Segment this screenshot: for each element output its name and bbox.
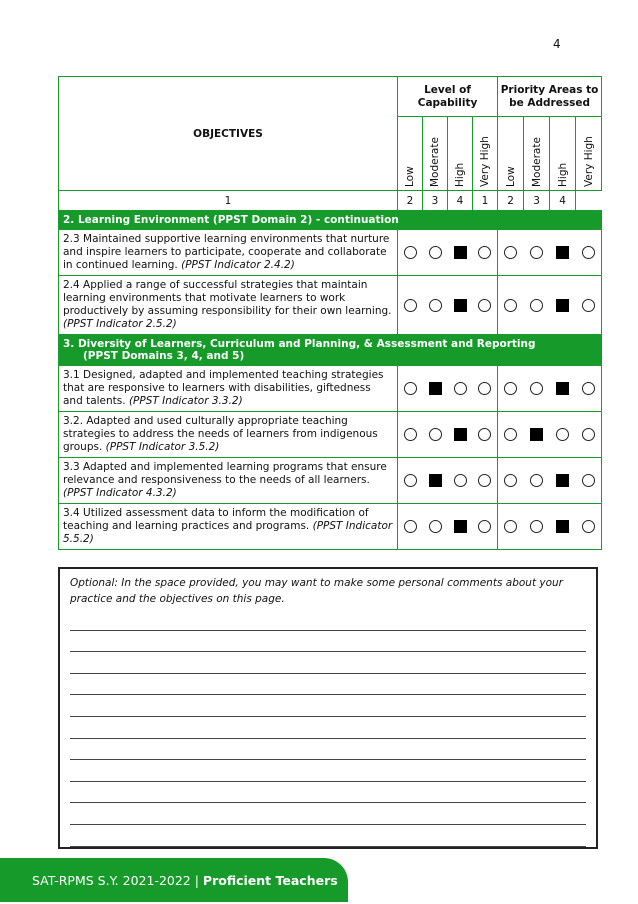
priority-radio-option[interactable] [530, 474, 543, 487]
capability-radio-option[interactable] [429, 246, 442, 259]
capability-option-cell [398, 276, 423, 335]
priority-radio-option[interactable] [582, 299, 595, 312]
scale-label-text: Moderate [530, 136, 543, 187]
objective-text [59, 504, 398, 550]
capability-option-cell [473, 276, 498, 335]
comment-line[interactable] [70, 760, 586, 782]
priority-option-cell [550, 366, 576, 412]
priority-option-cell [498, 276, 524, 335]
capability-radio-option[interactable] [429, 299, 442, 312]
ppst-indicator: (PPST Indicator 2.5.2) [63, 318, 177, 330]
objectives-header: OBJECTIVES [59, 77, 398, 191]
section-title: 3. Diversity of Learners, Curriculum and Planning, & Assessment and Reporting [63, 338, 536, 350]
scale-number: 3 [524, 191, 550, 211]
section-subtitle: (PPST Domains 3, 4, and 5) [83, 350, 245, 362]
priority-header: Priority Areas to be Addressed [498, 77, 602, 117]
scale-number: 2 [398, 191, 423, 211]
capability-radio-option[interactable] [478, 474, 491, 487]
comment-box [58, 567, 598, 849]
scale-label-text: Moderate [429, 136, 441, 187]
priority-radio-option[interactable] [504, 474, 517, 487]
capability-radio-option[interactable] [429, 428, 442, 441]
capability-option-cell [423, 366, 448, 412]
scale-label-text: Low [504, 165, 517, 187]
capability-header: Level of Capability [398, 77, 498, 117]
capability-option-cell [423, 276, 448, 335]
priority-option-cell [498, 366, 524, 412]
capability-radio-option[interactable] [404, 520, 417, 533]
scale-number: 4 [550, 191, 576, 211]
priority-radio-option[interactable] [556, 428, 569, 441]
capability-radio-option[interactable] [404, 474, 417, 487]
capability-radio-option[interactable] [478, 382, 491, 395]
capability-option-cell [473, 230, 498, 276]
priority-radio-option[interactable] [582, 382, 595, 395]
priority-option-cell [498, 504, 524, 550]
capability-option-cell [423, 412, 448, 458]
capability-option-cell [448, 230, 473, 276]
priority-option-cell [576, 504, 602, 550]
capability-option-cell [398, 412, 423, 458]
capability-option-cell [423, 504, 448, 550]
capability-radio-option[interactable] [404, 428, 417, 441]
priority-option-cell [550, 458, 576, 504]
objective-text [59, 230, 398, 276]
scale-number: 4 [448, 191, 473, 211]
scale-label [524, 117, 550, 191]
capability-option-cell [398, 366, 423, 412]
comment-line[interactable] [70, 695, 586, 717]
objectives-table [58, 76, 602, 550]
comment-line[interactable] [70, 717, 586, 739]
objective-row [59, 366, 602, 412]
objective-row [59, 458, 602, 504]
priority-option-cell [498, 230, 524, 276]
scale-label [398, 117, 423, 191]
capability-option-cell [448, 276, 473, 335]
scale-label-text: Very High [582, 135, 595, 187]
comment-line[interactable] [70, 652, 586, 674]
priority-selected-marker[interactable] [556, 246, 569, 259]
capability-radio-option[interactable] [478, 299, 491, 312]
ppst-indicator: (PPST Indicator 3.5.2) [105, 441, 220, 453]
capability-selected-marker[interactable] [454, 246, 467, 259]
capability-radio-option[interactable] [454, 382, 467, 395]
priority-option-cell [524, 276, 550, 335]
scale-label [423, 117, 448, 191]
capability-radio-option[interactable] [429, 520, 442, 533]
comment-line[interactable] [70, 782, 586, 804]
scale-label-text: High [454, 162, 466, 187]
capability-option-cell [448, 366, 473, 412]
capability-option-cell [423, 230, 448, 276]
section-header [59, 211, 602, 230]
scale-label [576, 117, 602, 191]
capability-option-cell [448, 458, 473, 504]
priority-option-cell [550, 412, 576, 458]
footer-bold: Proficient Teachers [202, 873, 338, 888]
priority-radio-option[interactable] [504, 299, 517, 312]
priority-option-cell [576, 412, 602, 458]
scale-label-text: High [556, 162, 569, 187]
priority-selected-marker[interactable] [556, 520, 569, 533]
capability-selected-marker[interactable] [429, 382, 442, 395]
priority-option-cell [550, 504, 576, 550]
section-title: 2. Learning Environment (PPST Domain 2) - continuation [63, 214, 399, 226]
objective-row [59, 504, 602, 550]
priority-option-cell [524, 366, 550, 412]
priority-radio-option[interactable] [530, 246, 543, 259]
capability-option-cell [398, 230, 423, 276]
priority-radio-option[interactable] [504, 382, 517, 395]
priority-option-cell [550, 276, 576, 335]
priority-radio-option[interactable] [582, 474, 595, 487]
comment-line[interactable] [70, 825, 586, 847]
priority-radio-option[interactable] [504, 428, 517, 441]
scale-number: 1 [59, 191, 398, 211]
scale-number: 3 [423, 191, 448, 211]
footer-prefix: SAT-RPMS S.Y. 2021-2022 | [32, 873, 203, 888]
priority-option-cell [550, 230, 576, 276]
priority-radio-option[interactable] [504, 520, 517, 533]
scale-number: 1 [473, 191, 498, 211]
comment-line[interactable] [70, 803, 586, 825]
objective-row [59, 276, 602, 335]
comment-prompt: Optional: In the space provided, you may want to make some personal comments about your practice and the objectives on this page. [70, 577, 564, 605]
priority-selected-marker[interactable] [556, 474, 569, 487]
objective-description: 2.3 Maintained supportive learning environments that nurture and inspire learners to participate, cooperate and collaborate in continued learning. [63, 233, 390, 271]
capability-radio-option[interactable] [478, 520, 491, 533]
scale-label [473, 117, 498, 191]
comment-line[interactable] [70, 631, 586, 653]
capability-selected-marker[interactable] [454, 520, 467, 533]
capability-option-cell [398, 504, 423, 550]
page-number: 4 [553, 37, 561, 51]
priority-option-cell [524, 412, 550, 458]
capability-selected-marker[interactable] [454, 428, 467, 441]
ppst-indicator: (PPST Indicator 5.5.2) [63, 520, 393, 545]
section-header [59, 335, 602, 366]
objective-text [59, 366, 398, 412]
objective-description: 3.1 Designed, adapted and implemented teaching strategies that are responsive to learners with disabilities, giftedness and talents. [63, 369, 384, 407]
scale-label [448, 117, 473, 191]
priority-option-cell [576, 458, 602, 504]
scale-label [498, 117, 524, 191]
objective-text [59, 412, 398, 458]
priority-selected-marker[interactable] [556, 299, 569, 312]
priority-selected-marker[interactable] [530, 428, 543, 441]
capability-option-cell [398, 458, 423, 504]
priority-option-cell [524, 458, 550, 504]
objective-description: 3.2. Adapted and used culturally appropriate teaching strategies to address the needs of learners from indigenous groups. [63, 415, 378, 453]
objective-description: 3.4 Utilized assessment data to inform the modification of teaching and learning practices and programs. [63, 507, 369, 532]
capability-radio-option[interactable] [404, 382, 417, 395]
scale-label-text: Very High [479, 135, 492, 187]
comment-lines[interactable] [70, 609, 586, 847]
capability-radio-option[interactable] [404, 246, 417, 259]
capability-selected-marker[interactable] [454, 299, 467, 312]
comment-line[interactable] [70, 739, 586, 761]
priority-option-cell [524, 504, 550, 550]
priority-radio-option[interactable] [582, 520, 595, 533]
capability-option-cell [473, 458, 498, 504]
capability-option-cell [423, 458, 448, 504]
ppst-indicator: (PPST Indicator 3.3.2) [128, 395, 243, 407]
scale-number: 2 [498, 191, 524, 211]
priority-selected-marker[interactable] [556, 382, 569, 395]
scale-label-text: Low [404, 165, 416, 187]
objective-row [59, 412, 602, 458]
capability-option-cell [448, 504, 473, 550]
ppst-indicator: (PPST Indicator 4.3.2) [63, 487, 177, 499]
priority-option-cell [498, 412, 524, 458]
objective-text [59, 276, 398, 335]
objective-description: 3.3 Adapted and implemented learning programs that ensure relevance and responsiveness to the needs of all learners. [63, 461, 387, 486]
priority-radio-option[interactable] [582, 428, 595, 441]
comment-line[interactable] [70, 609, 586, 631]
priority-radio-option[interactable] [530, 520, 543, 533]
priority-option-cell [498, 458, 524, 504]
footer-banner [0, 858, 348, 902]
priority-radio-option[interactable] [530, 382, 543, 395]
capability-radio-option[interactable] [454, 474, 467, 487]
priority-radio-option[interactable] [582, 246, 595, 259]
comment-line[interactable] [70, 674, 586, 696]
capability-option-cell [473, 504, 498, 550]
ppst-indicator: (PPST Indicator 2.4.2) [181, 259, 295, 271]
capability-option-cell [473, 366, 498, 412]
capability-radio-option[interactable] [404, 299, 417, 312]
objective-row [59, 230, 602, 276]
priority-radio-option[interactable] [504, 246, 517, 259]
capability-option-cell [448, 412, 473, 458]
capability-radio-option[interactable] [478, 246, 491, 259]
scale-label [550, 117, 576, 191]
priority-option-cell [576, 366, 602, 412]
objective-description: 2.4 Applied a range of successful strategies that maintain learning environments that motivate learners to work productively by assuming responsibility for their own learning. [63, 279, 392, 317]
capability-selected-marker[interactable] [429, 474, 442, 487]
priority-option-cell [524, 230, 550, 276]
priority-radio-option[interactable] [530, 299, 543, 312]
objective-text [59, 458, 398, 504]
capability-radio-option[interactable] [478, 428, 491, 441]
capability-option-cell [473, 412, 498, 458]
priority-option-cell [576, 230, 602, 276]
priority-option-cell [576, 276, 602, 335]
